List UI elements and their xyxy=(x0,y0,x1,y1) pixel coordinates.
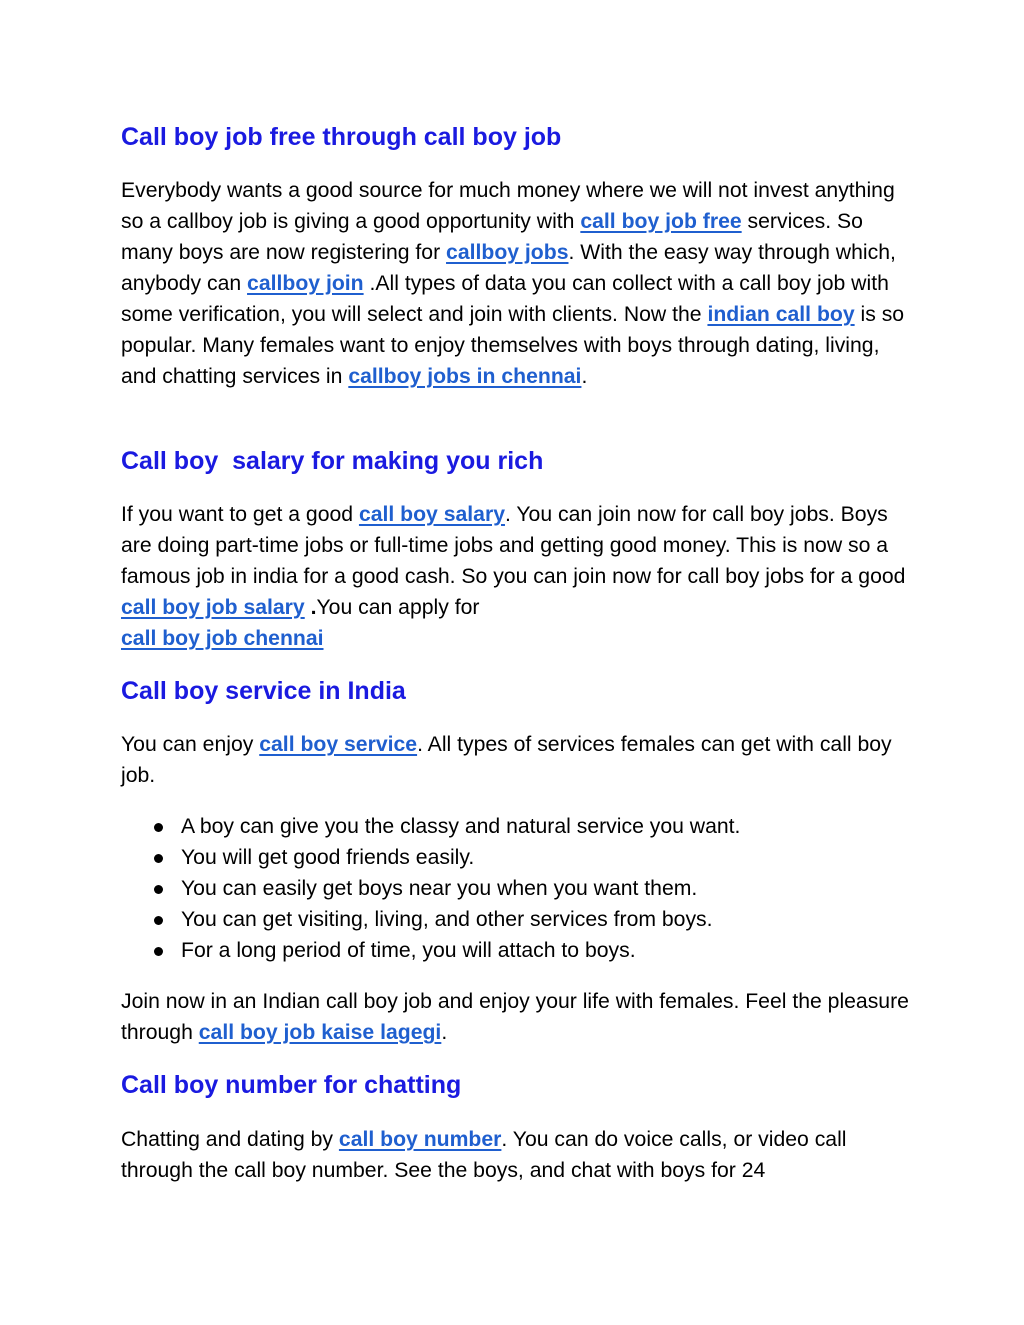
paragraph-salary xyxy=(121,499,911,654)
list-item xyxy=(121,873,740,904)
paragraph-text: . With the easy way through which, anybody can xyxy=(121,241,896,295)
link-call-boy-number[interactable]: call boy number xyxy=(338,1128,502,1151)
link-callboy-join[interactable]: callboy join xyxy=(247,272,364,295)
paragraph-text: . You can do voice calls, or video call through the call boy number. See the boys, and chat with boys for 24 xyxy=(121,1128,847,1182)
paragraph-text: . xyxy=(441,1021,448,1044)
list-item-text: A boy can give you the classy and natural service you want. xyxy=(181,815,741,838)
paragraph-text-bold: . xyxy=(304,596,317,619)
list-item xyxy=(121,935,740,966)
list-item xyxy=(121,904,740,935)
paragraph-text: . All types of services females can get with call boy job. xyxy=(121,733,892,787)
paragraph-text: .All types of data you can collect with a call boy job with some verification, you will select and join with clients. Now the xyxy=(121,272,889,326)
link-callboy-jobs[interactable]: callboy jobs xyxy=(446,241,569,264)
section-heading-service: Call boy service in India xyxy=(121,677,406,705)
section-heading-number: Call boy number for chatting xyxy=(121,1071,462,1099)
paragraph-text: Everybody wants a good source for much money where we will not invest anything so a callboy job is giving a good opportunity with xyxy=(121,179,895,233)
link-call-boy-job-free[interactable]: call boy job free xyxy=(580,210,742,233)
paragraph-text: . xyxy=(581,365,588,388)
link-indian-call-boy[interactable]: indian call boy xyxy=(707,303,855,326)
bullet-icon xyxy=(154,916,163,925)
bullet-list xyxy=(121,811,740,966)
bullet-icon xyxy=(154,854,163,863)
paragraph-text: You can enjoy xyxy=(121,733,260,756)
link-call-boy-job-chennai[interactable]: call boy job chennai xyxy=(121,627,324,650)
list-item xyxy=(121,842,740,873)
paragraph-service xyxy=(121,729,911,791)
link-call-boy-salary[interactable]: call boy salary xyxy=(358,503,505,526)
list-item-text: You can get visiting, living, and other services from boys. xyxy=(181,908,713,931)
paragraph-text: . You can join now for call boy jobs. Boys are doing part-time jobs or full-time jobs and getting good money. This is now so a famous job in india for a good cash. So you can join now for call boy jobs for a good xyxy=(121,503,906,588)
section-heading-salary: Call boy salary for making you rich xyxy=(121,447,544,475)
paragraph-text: Chatting and dating by xyxy=(121,1128,339,1151)
bullet-icon xyxy=(154,885,163,894)
paragraph-number xyxy=(121,1124,911,1186)
section-heading-job-free: Call boy job free through call boy job xyxy=(121,123,562,151)
link-call-boy-job-salary[interactable]: call boy job salary xyxy=(121,596,305,619)
paragraph-text: is so popular. Many females want to enjoy themselves with boys through dating, living, and chatting services in xyxy=(121,303,905,388)
list-item-text: You will get good friends easily. xyxy=(181,846,475,869)
link-call-boy-job-kaise-lagegi[interactable]: call boy job kaise lagegi xyxy=(198,1021,442,1044)
paragraph-text: If you want to get a good xyxy=(121,503,359,526)
link-callboy-jobs-in-chennai[interactable]: callboy jobs in chennai xyxy=(348,365,582,388)
list-item-text: You can easily get boys near you when you want them. xyxy=(181,877,698,900)
paragraph-text: services. So many boys are now registering for xyxy=(121,210,863,264)
bullet-icon xyxy=(154,947,163,956)
link-call-boy-service[interactable]: call boy service xyxy=(259,733,418,756)
paragraph-text: You can apply for xyxy=(316,596,480,619)
paragraph-job-free xyxy=(121,175,911,392)
list-item xyxy=(121,811,740,842)
paragraph-closing xyxy=(121,986,911,1048)
list-item-text: For a long period of time, you will attach to boys. xyxy=(181,939,636,962)
bullet-icon xyxy=(154,823,163,832)
paragraph-text: Join now in an Indian call boy job and enjoy your life with females. Feel the pleasure through xyxy=(121,990,909,1044)
